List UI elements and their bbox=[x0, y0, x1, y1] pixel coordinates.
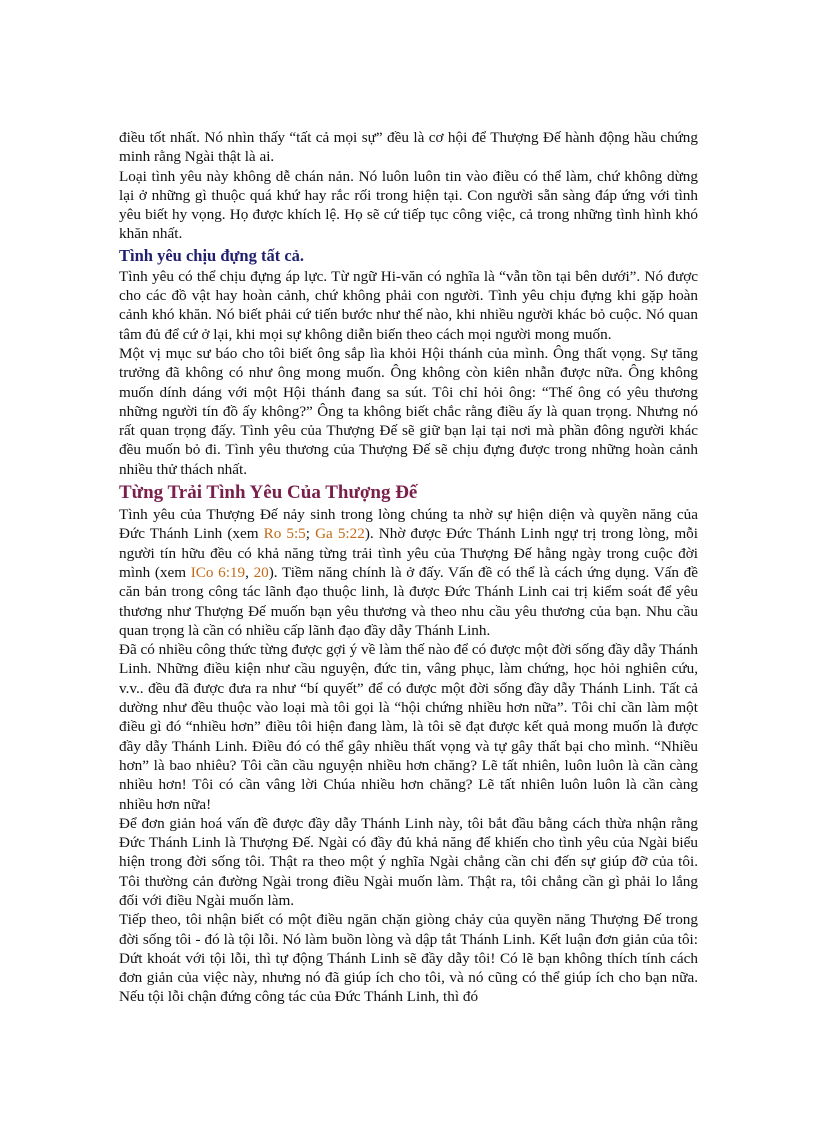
paragraph: Đã có nhiều công thức từng được gợi ý về làm thế nào để có được một đời sống đầy dẫy Thánh Linh. Những điều kiện như cầu nguyện, đức tin, vâng phục, làm chứng, học hỏi nghiên cứu, v.v.. đều đã được đưa ra như “bí quyết” để có được một đời sống đầy dẫy Thánh Linh. Tất cả dường như đều thuộc vào loại mà tôi gọi là “hội chứng nhiều hơn nữa”. Tôi chỉ cần làm một điều gì đó “nhiều hơn” điều tôi hiện đang làm, là tôi sẽ đạt được kết quả mong muốn là được đầy dẫy Thánh Linh. Điều đó có thể gây nhiều thất vọng và tự gây thất bại cho mình. “Nhiều hơn” là bao nhiêu? Tôi cần cầu nguyện nhiều hơn chăng? Lẽ tất nhiên, luôn luôn là cần càng nhiều hơn! Tôi có cần vâng lời Chúa nhiều hơn chăng? Lẽ tất nhiên luôn luôn là cần càng nhiều hơn nữa! bbox=[119, 641, 698, 813]
section-heading: Từng Trải Tình Yêu Của Thượng Đế bbox=[119, 482, 418, 504]
text-run: ). Tiềm năng chính là ở đấy. Vấn đề có thể là cách ứng dụng. Vấn đề căn bản trong công tác lãnh đạo thuộc linh, là được Đức Thánh Linh cai trị kiểm soát để yêu thương như Thượng Đế muốn bạn yêu thương và theo nhu cầu yêu thương của bạn. Nhu cầu quan trọng là cần có nhiều cấp lãnh đạo đầy dẫy Thánh Linh. bbox=[119, 563, 698, 639]
paragraph: điều tốt nhất. Nó nhìn thấy “tất cả mọi sự” đều là cơ hội để Thượng Đế hành động hầu chứng minh rằng Ngài thật là ai. bbox=[119, 129, 698, 166]
paragraph: Tiếp theo, tôi nhận biết có một điều ngăn chặn giòng chảy của quyền năng Thượng Đế trong đời sống tôi - đó là tội lỗi. Nó làm buồn lòng và dập tắt Thánh Linh. Kết luận đơn giản của tôi: Dứt khoát với tội lỗi, thì tự động Thánh Linh sẽ đầy dẫy tôi! Có lẽ bạn không thích tính cách đơn giản của việc này, nhưng nó đã giúp ích cho tôi, và nó cũng có thể giúp ích cho bạn nữa. Nếu tội lỗi chận đứng công tác của Đức Thánh Linh, thì đó bbox=[119, 911, 698, 1006]
paragraph bbox=[119, 505, 698, 640]
scripture-link[interactable]: Ga 5:22 bbox=[315, 525, 365, 543]
paragraph: Tình yêu có thể chịu đựng áp lực. Từ ngữ Hi-văn có nghĩa là “vẫn tồn tại bên dưới”. Nó được cho các đồ vật hay hoàn cảnh, chứ không phải con người. Tình yêu chịu đựng khi gặp hoàn cảnh khó khăn. Nó biết phải cứ tiến bước như thế nào, khi nhiều người khác bỏ cuộc. Nó quan tâm đủ để cứ ở lại, khi mọi sự không diễn biến theo cách mọi người mong muốn. bbox=[119, 267, 698, 343]
text-run: Tình yêu của Thượng Đế nảy sinh trong lòng chúng ta nhờ sự hiện diện và quyền năng của Đức Thánh Linh (xem bbox=[119, 506, 698, 543]
text-run: , bbox=[245, 563, 254, 581]
scripture-link[interactable]: 20 bbox=[253, 563, 269, 581]
scripture-link[interactable]: Ro 5:5 bbox=[263, 525, 306, 543]
paragraph: Để đơn giản hoá vấn đề được đầy dẫy Thánh Linh này, tôi bắt đầu bằng cách thừa nhận rằng Đức Thánh Linh là Thượng Đế. Ngài có đầy đủ khả năng để khiến cho tình yêu của Ngài biểu hiện trong đời sống tôi. Thật ra theo một ý nghĩa Ngài chẳng cần chi đến sự giúp đỡ của tôi. Tôi thường cản đường Ngài trong điều Ngài muốn làm. Thật ra, tôi chẳng cần gì phải lo lắng đối với điều Ngài muốn làm. bbox=[119, 814, 698, 909]
text-run: ). Nhờ được Đức Thánh Linh ngự trị trong lòng, mỗi người tín hữu đều có khả năng từng trải tình yêu của Thượng Đế hằng ngày trong cuộc đời mình (xem bbox=[119, 525, 698, 581]
paragraph: Một vị mục sư báo cho tôi biết ông sắp lìa khỏi Hội thánh của mình. Ông thất vọng. Sự tăng trưởng đã không có như ông mong muốn. Ông không còn kiên nhẫn được nữa. Ông không muốn dính dáng với một Hội thánh đang sa sút. Tôi chỉ hỏi ông: “Thế ông có yêu thương những người tín đồ ấy không?” Ông ta không biết chắc rằng điều ấy là quan trọng. Nhưng nó rất quan trọng đấy. Tình yêu của Thượng Đế sẽ giữ bạn lại tại nơi mà phần đông người khác đều muốn bỏ đi. Tình yêu thương của Thượng Đế sẽ chịu đựng được trong những hoàn cảnh nhiều thử thách nhất. bbox=[119, 344, 698, 478]
paragraph: Loại tình yêu này không dễ chán nản. Nó luôn luôn tin vào điều có thể làm, chứ không dừng lại ở những gì thuộc quá khứ hay rắc rối trong hiện tại. Con người sẵn sàng đáp ứng với tình yêu biết hy vọng. Họ được khích lệ. Họ sẽ cứ tiếp tục công việc, cả trong những tình hình khó khăn nhất. bbox=[119, 167, 698, 243]
subsection-heading: Tình yêu chịu đựng tất cả. bbox=[119, 245, 305, 265]
text-run: ; bbox=[305, 525, 316, 543]
scripture-link[interactable]: ICo 6:19 bbox=[190, 563, 246, 581]
